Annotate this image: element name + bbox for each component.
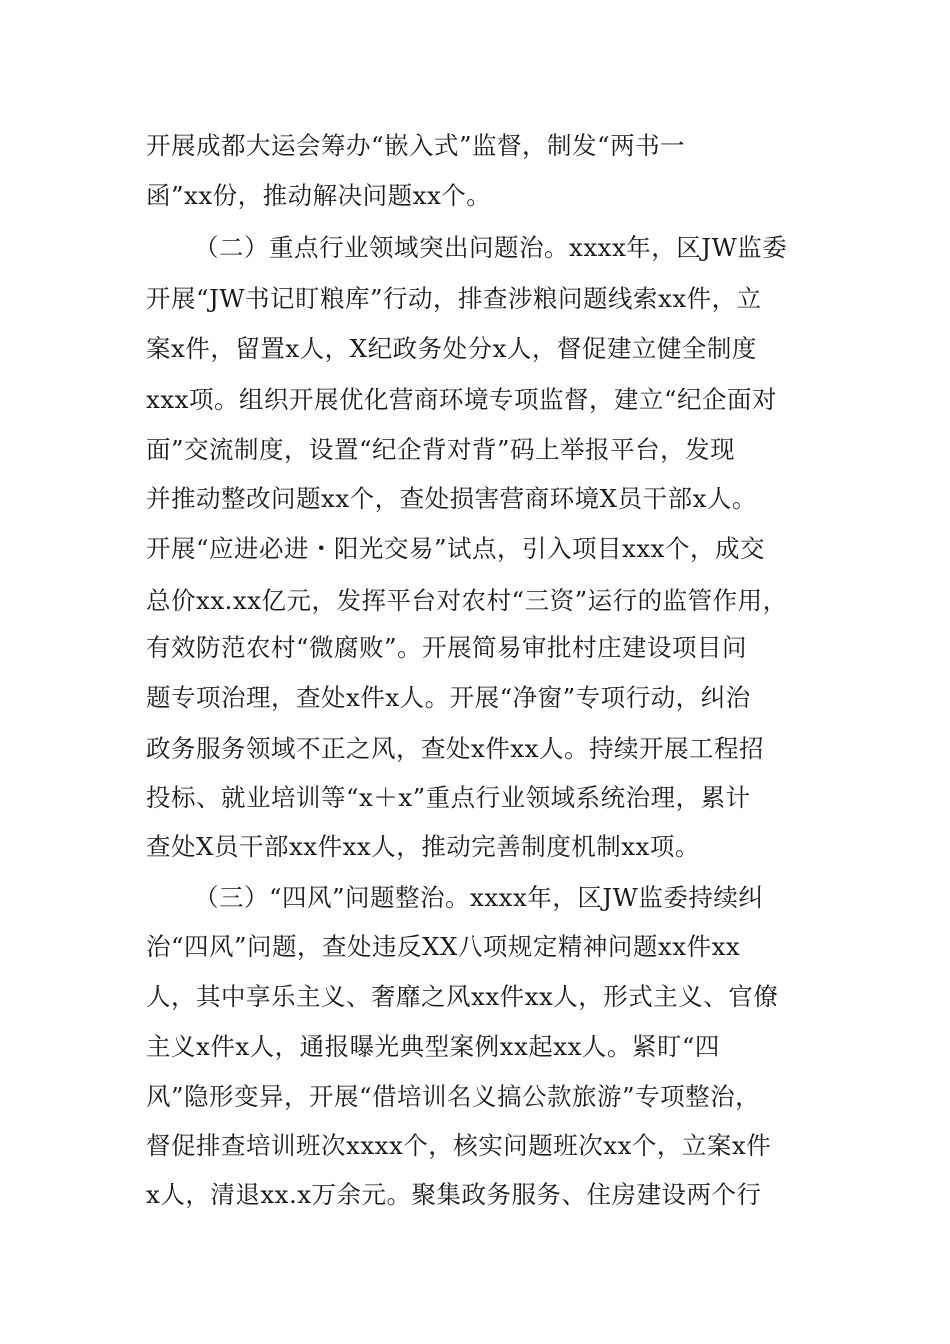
text-line: 面”交流制度，设置“纪企背对背”码上举报平台，发现 xyxy=(146,435,736,464)
text-line: 开展“应进必进・阳光交易”试点，引入项目xxx个，成交 xyxy=(146,534,765,563)
text-line: 函”xx份，推动解决问题xx个。 xyxy=(146,181,492,210)
text-line: 投标、就业培训等“x＋x”重点行业领域系统治理，累计 xyxy=(146,783,751,812)
text-line: x人，清退xx.x万余元。聚集政务服务、住房建设两个行 xyxy=(146,1180,762,1209)
text-line: 政务服务领域不正之风，查处x件xx人。持续开展工程招 xyxy=(146,734,764,763)
text-line: xxx项。组织开展优化营商环境专项监督，建立“纪企面对 xyxy=(146,385,777,414)
text-line: （二）重点行业领域突出问题治。xxxx年，区JW监委 xyxy=(194,233,788,262)
text-line: 开展“JW书记盯粮库”行动，排查涉粮问题线索xx件，立 xyxy=(146,284,762,313)
text-line: 有效防范农村“微腐败”。开展简易审批村庄建设项目问 xyxy=(146,633,748,662)
text-line: 题专项治理，查处x件x人。开展“净窗”专项行动，纠治 xyxy=(146,683,751,712)
text-line: 查处X员干部xx件xx人，推动完善制度机制xx项。 xyxy=(146,832,700,861)
text-line: 主义x件x人，通报曝光典型案例xx起xx人。紧盯“四 xyxy=(146,1032,720,1061)
text-line: 治“四风”问题，查处违反XX八项规定精神问题xx件xx xyxy=(146,932,741,961)
text-line: 人，其中享乐主义、奢靡之风xx件xx人，形式主义、官僚 xyxy=(146,982,779,1011)
text-line: （三）“四风”问题整治。xxxx年，区JW监委持续纠 xyxy=(194,883,764,912)
text-line: 并推动整改问题xx个，查处损害营商环境X员干部x人。 xyxy=(146,484,757,513)
text-line: 督促排查培训班次xxxx个，核实问题班次xx个，立案x件 xyxy=(146,1131,772,1160)
text-line: 案x件，留置x人，X纪政务处分x人，督促建立健全制度 xyxy=(146,334,757,363)
text-line: 总价xx.xx亿元，发挥平台对农村“三资”运行的监管作用， xyxy=(146,586,788,615)
text-line: 风”隐形变异，开展“借培训名义搞公款旅游”专项整治， xyxy=(146,1082,761,1111)
text-line: 开展成都大运会筹办“嵌入式”监督，制发“两书一 xyxy=(146,131,686,160)
